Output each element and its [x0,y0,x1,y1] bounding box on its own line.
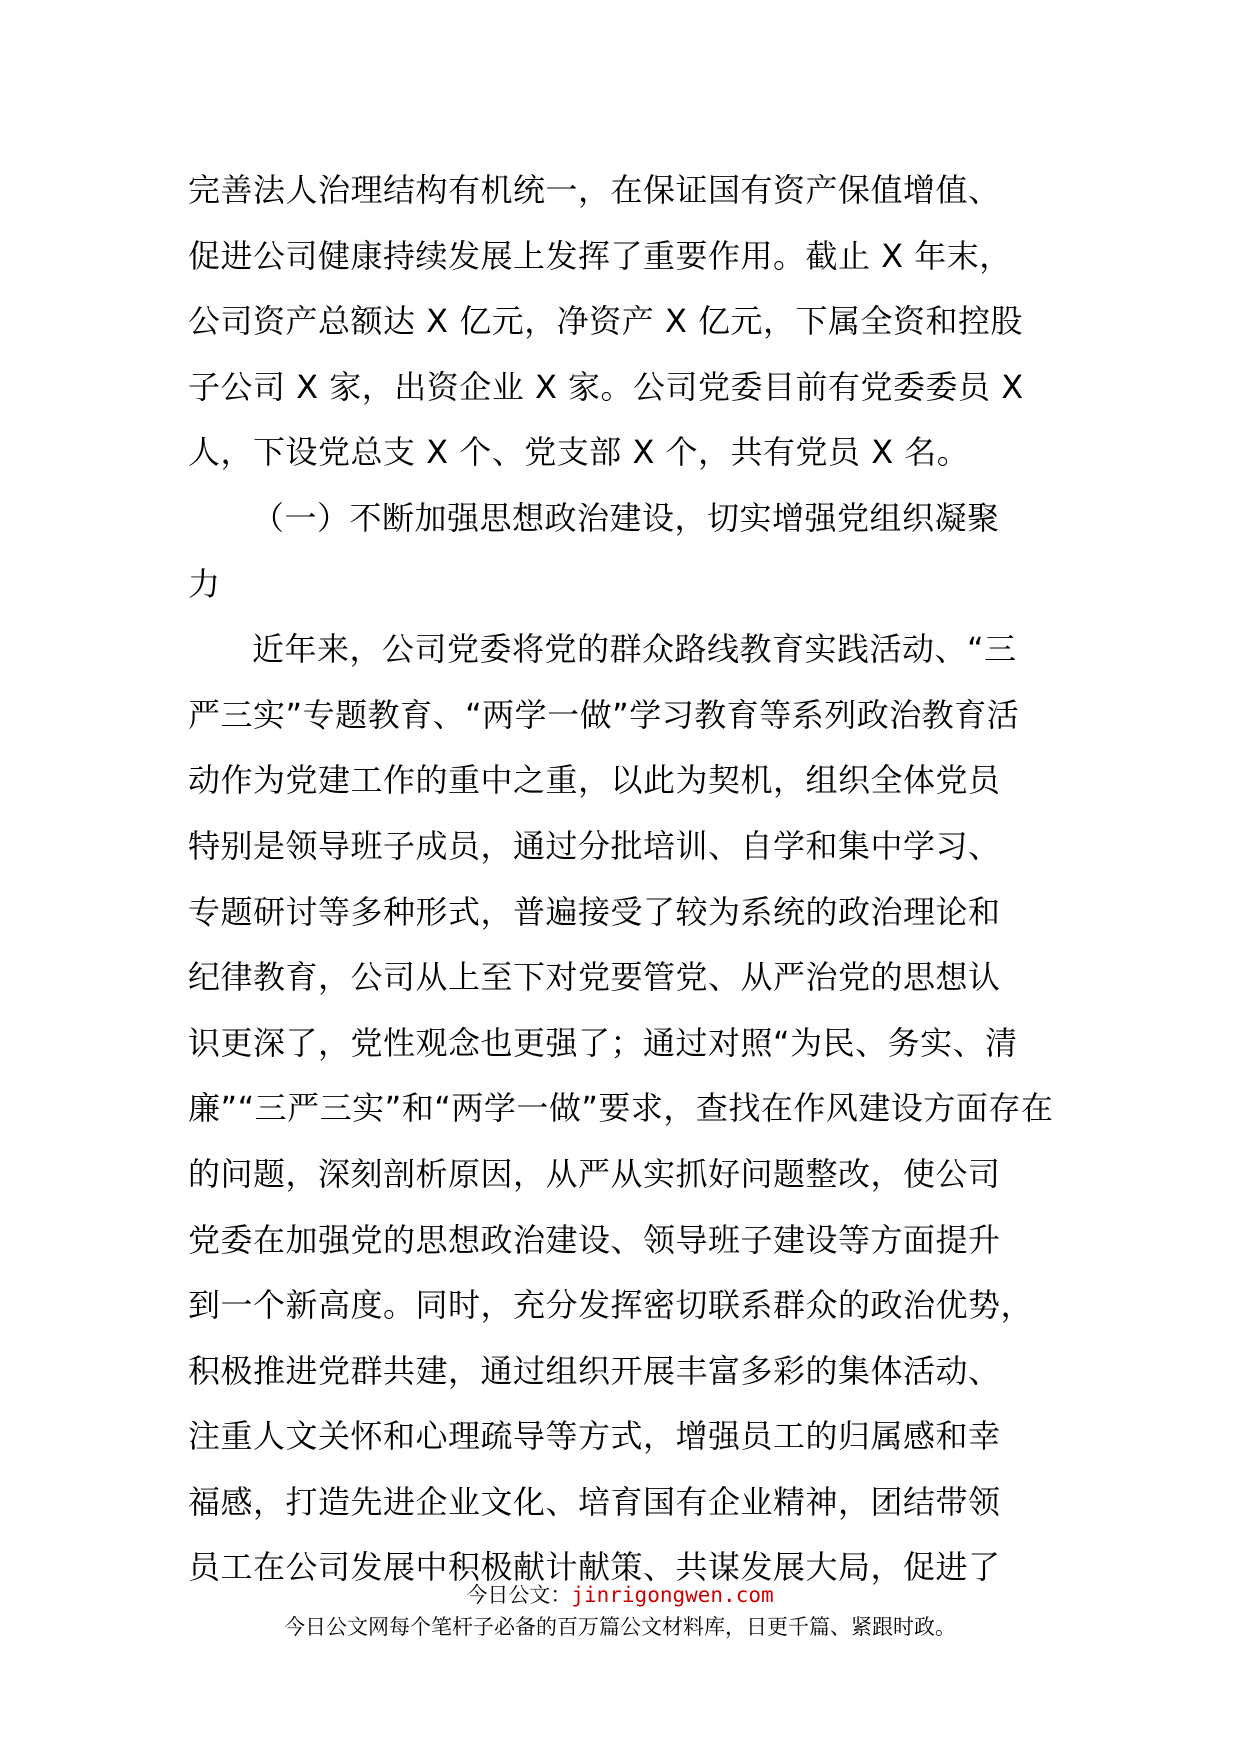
footer-source-label: 今日公文： [466,1583,572,1607]
paragraph-line: 识更深了，党性观念也更强了；通过对照“为民、务实、清 [188,1023,1018,1062]
paragraph-line: 积极推进党群共建，通过组织开展丰富多彩的集体活动、 [188,1351,1001,1390]
paragraph-line: 注重人文关怀和心理疏导等方式，增强员工的归属感和幸 [188,1417,1001,1456]
footer-site-link[interactable]: jinrigongwen.com [571,1583,774,1607]
paragraph-line: 动作为党建工作的重中之重，以此为契机，组织全体党员 [188,761,1001,800]
section-heading-continued: 力 [188,564,221,603]
paragraph-line: 到一个新高度。同时，充分发挥密切联系群众的政治优势， [188,1286,1034,1325]
paragraph-line: 人，下设党总支 X 个、党支部 X 个，共有党员 X 名。 [188,433,970,472]
paragraph-line: 专题研讨等多种形式，普遍接受了较为系统的政治理论和 [188,892,1001,931]
footer-source [0,1579,1240,1609]
paragraph-line: 完善法人治理结构有机统一，在保证国有资产保值增值、 [188,171,1001,209]
paragraph-line: 特别是领导班子成员，通过分批培训、自学和集中学习、 [188,826,1001,865]
paragraph-line: 福感，打造先进企业文化、培育国有企业精神，团结带领 [188,1482,1001,1521]
paragraph-line: 党委在加强党的思想政治建设、领导班子建设等方面提升 [188,1220,1001,1259]
section-heading: （一）不断加强思想政治建设，切实增强党组织凝聚 [252,498,1000,537]
paragraph-line: 员工在公司发展中积极献计献策、共谋发展大局，促进了 [188,1548,1001,1587]
paragraph-line: 严三实”专题教育、“两学一做”学习教育等系列政治教育活 [188,695,1020,734]
footer-tagline: 今日公文网每个笔杆子必备的百万篇公文材料库，日更千篇、紧跟时政。 [284,1615,956,1639]
document-body [188,158,1060,1601]
paragraph-line: 近年来，公司党委将党的群众路线教育实践活动、“三 [252,630,1017,669]
paragraph-line: 纪律教育，公司从上至下对党要管党、从严治党的思想认 [188,958,1001,997]
paragraph-line: 廉”“三严三实”和“两学一做”要求，查找在作风建设方面存在 [188,1089,1054,1128]
paragraph-line: 子公司 X 家，出资企业 X 家。公司党委目前有党委委员 X [188,367,1024,406]
paragraph-line: 的问题，深刻剖析原因，从严从实抓好问题整改，使公司 [188,1154,1001,1193]
paragraph-line: 公司资产总额达 X 亿元，净资产 X 亿元，下属全资和控股 [188,302,1024,341]
paragraph-line: 促进公司健康持续发展上发挥了重要作用。截止 X 年末， [188,236,1012,275]
